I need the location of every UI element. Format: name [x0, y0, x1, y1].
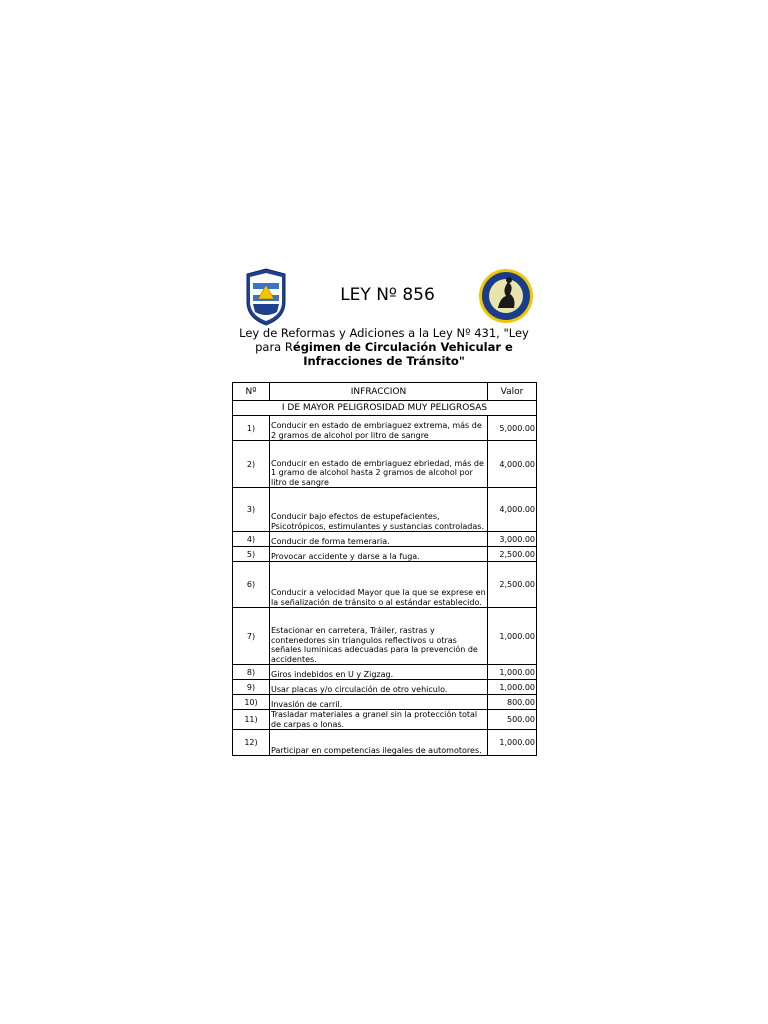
row-description: Trasladar materiales a granel sin la protección total de carpas o lonas. — [270, 710, 488, 730]
row-value: 3,000.00 — [488, 532, 537, 547]
table-row — [233, 488, 537, 532]
row-description: Conducir bajo efectos de estupefacientes, Psicotrópicos, estimulantes y sustancias controladas. — [270, 488, 488, 532]
subtitle-line-2-bold: égimen de Circulación Vehicular e — [292, 340, 513, 354]
table-row — [233, 710, 537, 730]
row-number: 11) — [233, 710, 270, 730]
subtitle-line-1: Ley de Reformas y Adiciones a la Ley Nº 431, "Ley — [239, 326, 529, 340]
row-description: Conducir a velocidad Mayor que la que se exprese en la señalización de tránsito o al estándar establecido. — [270, 562, 488, 608]
row-value: 2,500.00 — [488, 562, 537, 608]
table-row — [233, 441, 537, 488]
table-row — [233, 608, 537, 665]
table-header-row — [233, 383, 537, 401]
column-header-infraction: INFRACCION — [270, 383, 488, 401]
row-description: Participar en competencias ilegales de automotores. — [270, 730, 488, 756]
row-value: 500.00 — [488, 710, 537, 730]
row-description: Conducir en estado de embriaguez ebriedad, más de 1 gramo de alcohol hasta 2 gramos de alcohol por litro de sangre — [270, 441, 488, 488]
row-value: 800.00 — [488, 695, 537, 710]
table-row — [233, 695, 537, 710]
table-row — [233, 547, 537, 562]
row-value: 4,000.00 — [488, 488, 537, 532]
row-value: 1,000.00 — [488, 665, 537, 680]
row-value: 1,000.00 — [488, 680, 537, 695]
category-label: I DE MAYOR PELIGROSIDAD MUY PELIGROSAS — [233, 401, 537, 416]
subtitle-line-2 — [232, 340, 536, 354]
subtitle-line-2-prefix: para R — [255, 340, 293, 354]
row-value: 5,000.00 — [488, 416, 537, 441]
category-row — [233, 401, 537, 416]
row-number: 3) — [233, 488, 270, 532]
table-row — [233, 562, 537, 608]
row-description: Giros indebidos en U y Zigzag. — [270, 665, 488, 680]
table-row — [233, 665, 537, 680]
row-number: 1) — [233, 416, 270, 441]
row-value: 1,000.00 — [488, 608, 537, 665]
row-number: 8) — [233, 665, 270, 680]
law-title: LEY Nº 856 — [340, 285, 435, 305]
row-number: 4) — [233, 532, 270, 547]
table-row — [233, 532, 537, 547]
row-description: Conducir en estado de embriaguez extrema, más de 2 gramos de alcohol por litro de sangre — [270, 416, 488, 441]
row-number: 7) — [233, 608, 270, 665]
row-number: 2) — [233, 441, 270, 488]
row-description: Provocar accidente y darse a la fuga. — [270, 547, 488, 562]
row-number: 6) — [233, 562, 270, 608]
table-row — [233, 730, 537, 756]
law-subtitle — [232, 326, 536, 368]
column-header-value: Valor — [488, 383, 537, 401]
subtitle-line-3: Infracciones de Tránsito" — [303, 354, 465, 368]
row-description: Estacionar en carretera, Tráiler, rastras y contenedores sin triangulos reflectivos u otras señales luminicas adecuadas para la prevención de accidentes. — [270, 608, 488, 665]
row-description: Conducir de forma temeraria. — [270, 532, 488, 547]
row-number: 5) — [233, 547, 270, 562]
column-header-number: Nº — [233, 383, 270, 401]
table-row — [233, 416, 537, 441]
row-value: 4,000.00 — [488, 441, 537, 488]
row-number: 9) — [233, 680, 270, 695]
policia-nacional-shield-logo — [245, 268, 287, 326]
table-row — [233, 680, 537, 695]
row-value: 1,000.00 — [488, 730, 537, 756]
row-description: Invasión de carril. — [270, 695, 488, 710]
row-value: 2,500.00 — [488, 547, 537, 562]
row-description: Usar placas y/o circulación de otro vehiculo. — [270, 680, 488, 695]
infractions-table — [232, 382, 537, 756]
row-number: 10) — [233, 695, 270, 710]
transit-seal-logo — [478, 268, 534, 324]
row-number: 12) — [233, 730, 270, 756]
